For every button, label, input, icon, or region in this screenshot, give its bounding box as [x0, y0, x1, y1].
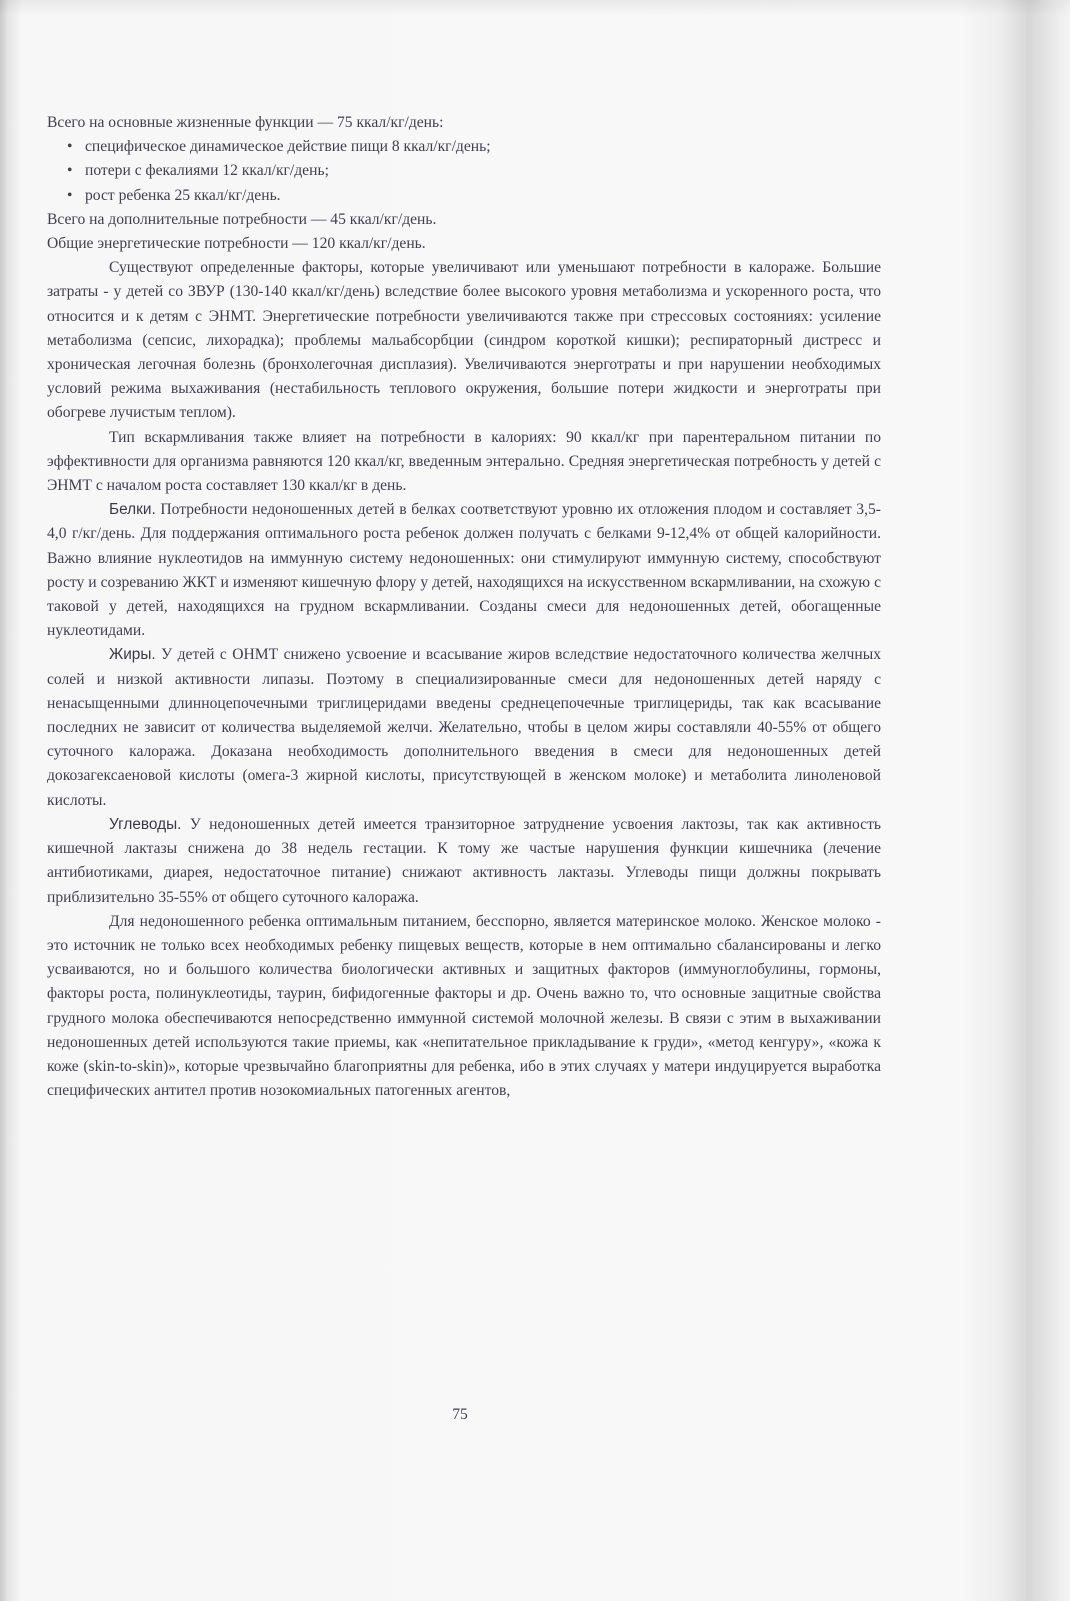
- page-number: 75: [452, 1406, 468, 1423]
- scan-shadow-right: [1000, 0, 1070, 1601]
- list-item: [47, 184, 881, 208]
- bullet-marker: •: [67, 138, 73, 156]
- paragraph-fats: [47, 643, 881, 812]
- section-heading-carbohydrates: Углеводы.: [109, 815, 182, 833]
- paragraph-carbohydrates: [47, 813, 881, 910]
- intro-line-additional-needs: Всего на дополнительные потребности — 45 ккал/кг/день.: [47, 210, 437, 228]
- page-text-body: [47, 111, 881, 1103]
- paragraph-proteins-text: Потребности недоношенных детей в белках соответствуют уровню их отложения плодом и составляет 3,5-4,0 г/кг/день. Для поддержания оптимального роста ребенок должен получать с белками 9-12,4% от общей калорийности. Важно влияние нуклеотидов на иммунную систему недоношенных: они стимулируют иммунную систему, способствуют росту и созреванию ЖКТ и изменяют кишечную флору у детей, находящихся на искусственном вскармливании, на схожую с таковой у детей, находящихся на грудном вскармливании. Созданы смеси для недоношенных детей, обогащенные нуклеотидами.: [47, 501, 881, 640]
- intro-line-basic-functions: Всего на основные жизненные функции — 75 ккал/кг/день:: [47, 114, 444, 131]
- list-item: [47, 135, 881, 159]
- list-item-text: потери с фекалиями 12 ккал/кг/день;: [85, 162, 329, 180]
- bullet-marker: •: [67, 186, 73, 204]
- paragraph-proteins: [47, 498, 881, 643]
- paragraph-fats-text: У детей с ОНМТ снижено усвоение и всасывание жиров вследствие недостаточного количества желчных солей и низкой активности липазы. Поэтому в специализированные смеси для недоношенных детей наряду с ненасыщенными длинноцепочечными триглицеридами введены среднецепочечные триглицериды, так как всасывание последних не зависит от количества выделяемой желчи. Желательно, чтобы в целом жиры составляли 40-55% от общего суточного калоража. Доказана необходимость дополнительного введения в смеси для недоношенных детей докозагексаеновой кислоты (омега-3 жирной кислоты, присутствующей в женском молоке) и метаболита линоленовой кислоты.: [47, 646, 882, 809]
- energy-components-list: [47, 135, 881, 208]
- paragraph-breast-milk: Для недоношенного ребенка оптимальным питанием, бесспорно, является материнское молоко. Женское молоко - это источник не только всех необходимых ребенку пищевых веществ, которые в нем оптимально сбалансированы и легко усваиваются, но и большого количества биологически активных и защитных факторов (иммуноглобулины, гормоны, факторы роста, полинуклеотиды, таурин, бифидогенные факторы и др. Очень важно то, что основные защитные свойства грудного молока обеспечиваются непосредственно иммунной системой молочной железы. В связи с этим в выхаживании недоношенных детей используются такие приемы, как «непитательное прикладывание к груди», «метод кенгуру», «кожа к коже (skin-to-skin)», которые чрезвычайно благоприятны для ребенка, ибо в этих случаях у матери индуцируется выработка специфических антител против нозокомиальных патогенных агентов,: [47, 912, 881, 1100]
- intro-line-total-needs: Общие энергетические потребности — 120 ккал/кг/день.: [47, 235, 426, 253]
- paragraph-carbohydrates-text: У недоношенных детей имеется транзиторное затруднение усвоения лактозы, так как активность кишечной лактазы снижена до 38 недель гестации. К тому же частые нарушения функции кишечника (лечение антибиотиками, диарея, недостаточное питание) снижают активность лактазы. Углеводы пищи должны покрывать приблизительно 35-55% от общего суточного калоража.: [47, 815, 881, 906]
- scan-shadow-top: [0, 0, 1070, 16]
- paragraph-feeding-type: Тип вскармливания также влияет на потребности в калориях: 90 ккал/кг при парентеральном питании по эффективности для организма равняются 120 ккал/кг, введенным энтерально. Средняя энергетическая потребность у детей с ЭНМТ с началом роста составляет 130 ккал/кг в день.: [47, 428, 881, 495]
- bullet-marker: •: [67, 162, 73, 180]
- section-heading-proteins: Белки.: [109, 501, 156, 519]
- section-heading-fats: Жиры.: [109, 646, 156, 664]
- paragraph-factors: Существуют определенные факторы, которые увеличивают или уменьшают потребности в калораже. Большие затраты - у детей со ЗВУР (130-140 ккал/кг/день) вследствие более высокого уровня метаболизма и ускоренного роста, что относится и к детям с ЭНМТ. Энергетические потребности увеличиваются также при стрессовых состояниях: усиление метаболизма (сепсис, лихорадка); проблемы мальабсорбции (синдром короткой кишки); респираторный дистресс и хроническая легочная болезнь (бронхолегочная дисплазия). Увеличиваются энерготраты и при нарушении необходимых условий режима выхаживания (нестабильность теплового окружения, большие потери жидкости и энерготраты при обогреве лучистым теплом).: [47, 259, 881, 422]
- list-item-text: специфическое динамическое действие пищи 8 ккал/кг/день;: [85, 138, 491, 156]
- list-item: [47, 159, 881, 183]
- list-item-text: рост ребенка 25 ккал/кг/день.: [85, 186, 281, 204]
